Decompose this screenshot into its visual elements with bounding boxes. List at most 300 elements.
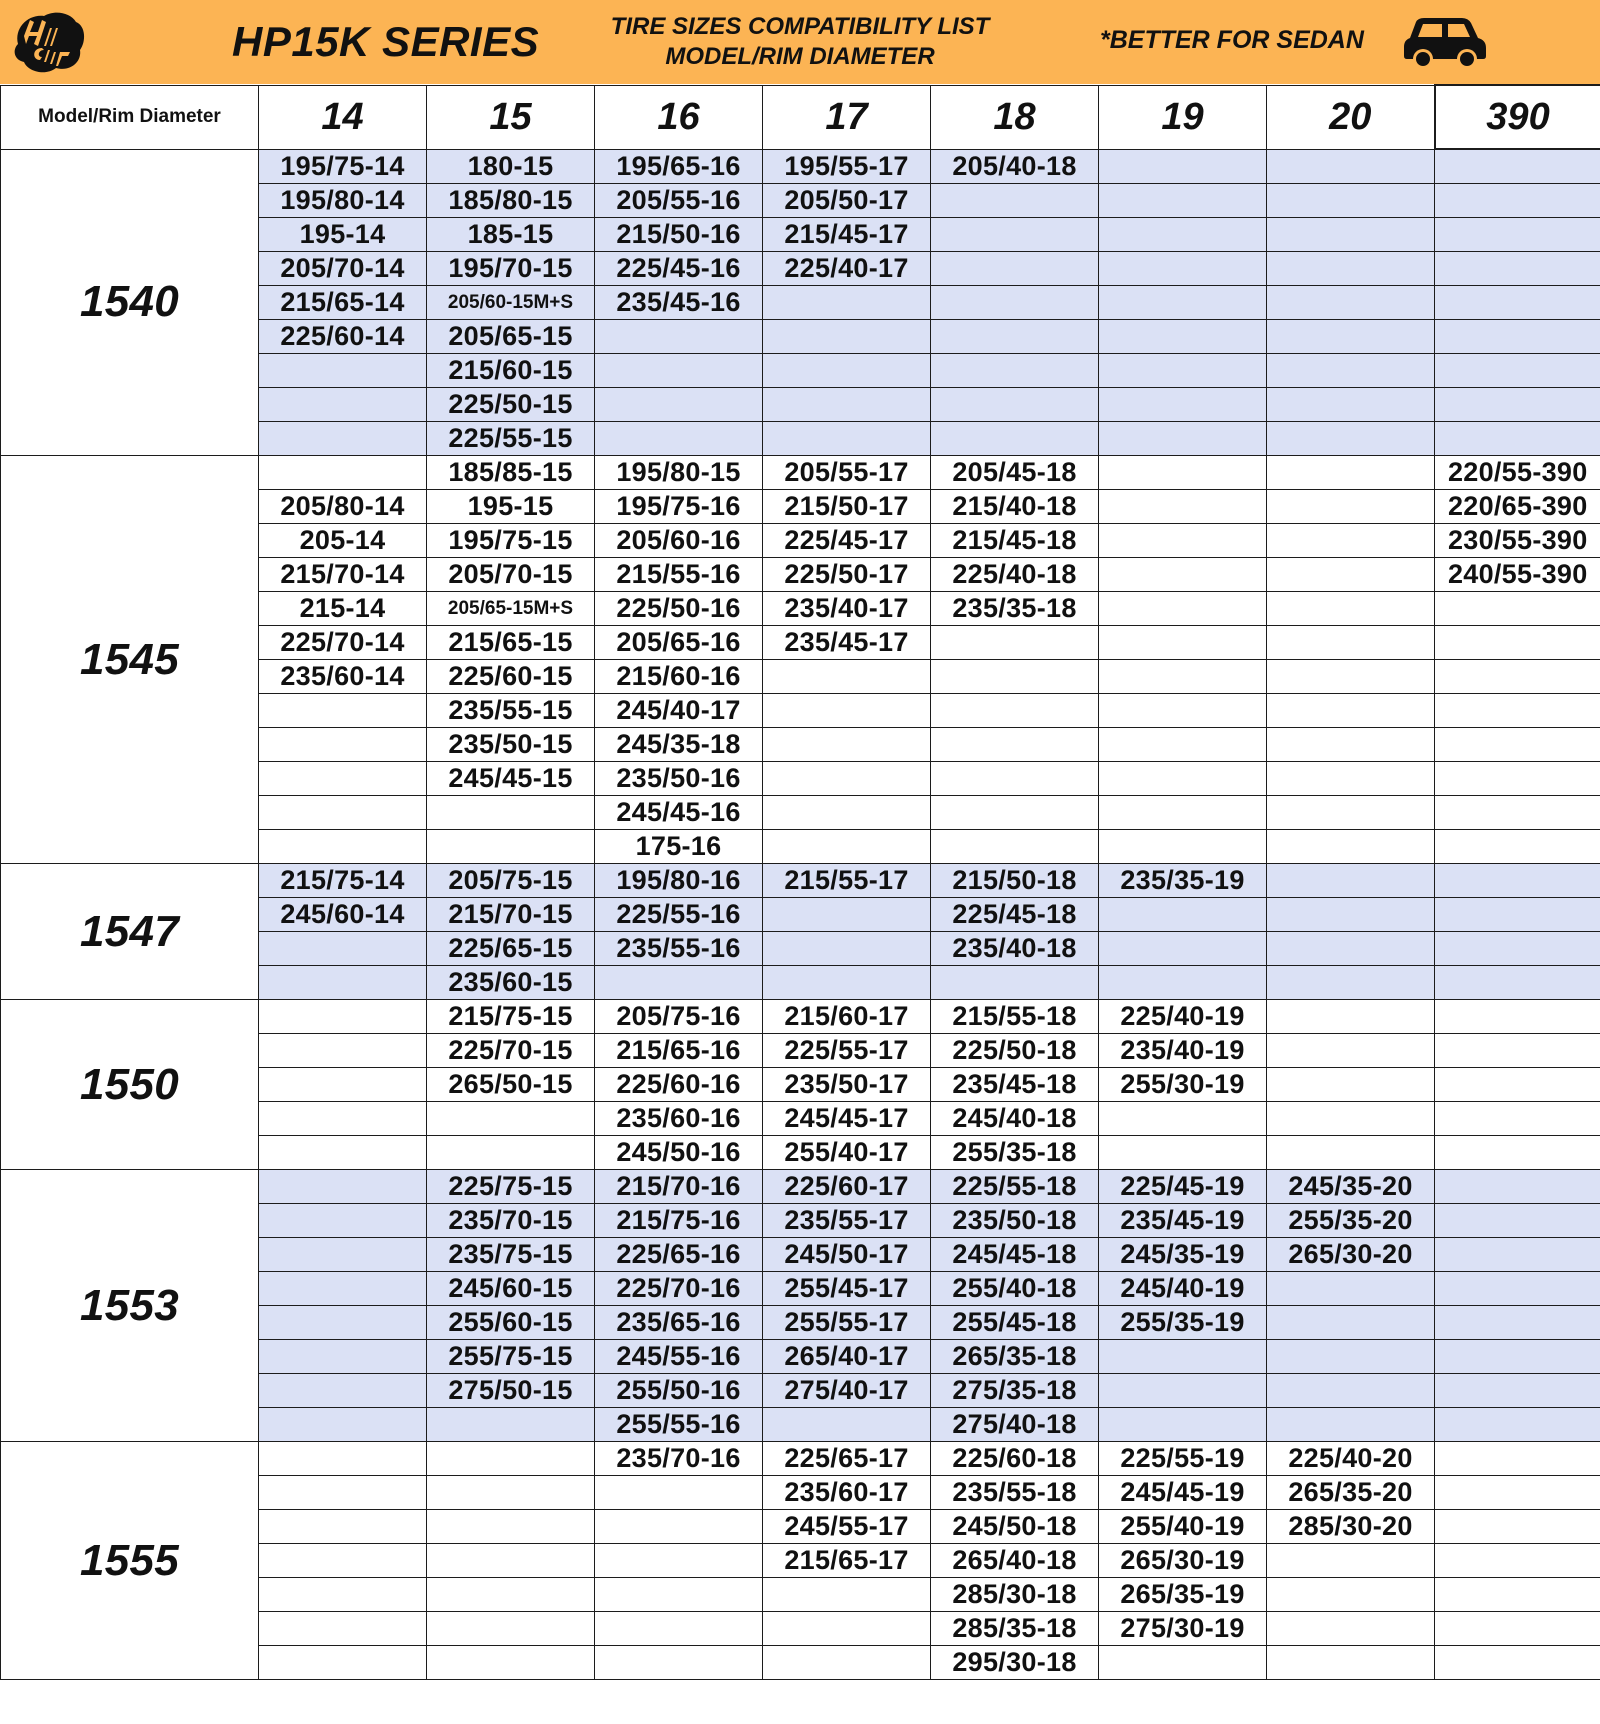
- tire-size-cell: [259, 1068, 427, 1102]
- tire-size-cell: [763, 286, 931, 320]
- tire-size-cell: [595, 1646, 763, 1680]
- tire-size-cell: 235/45-19: [1099, 1204, 1267, 1238]
- tire-size-cell: [1267, 1306, 1435, 1340]
- tire-size-cell: 185/85-15: [427, 456, 595, 490]
- tire-size-cell: [259, 762, 427, 796]
- tire-size-cell: 275/40-17: [763, 1374, 931, 1408]
- table-row: [1, 1000, 1600, 1034]
- tire-size-cell: [1099, 524, 1267, 558]
- tire-size-cell: [1435, 694, 1600, 728]
- tire-size-cell: 185-15: [427, 218, 595, 252]
- tire-size-cell: 245/45-18: [931, 1238, 1099, 1272]
- tire-size-cell: [427, 1442, 595, 1476]
- tire-size-cell: [427, 1510, 595, 1544]
- tire-size-cell: [763, 354, 931, 388]
- tire-size-cell: 175-16: [595, 830, 763, 864]
- tire-size-cell: [259, 1510, 427, 1544]
- tire-size-cell: [1099, 932, 1267, 966]
- tire-size-cell: [1435, 1340, 1600, 1374]
- tire-size-cell: [1267, 388, 1435, 422]
- tire-size-cell: [259, 1612, 427, 1646]
- tire-size-cell: 215/60-16: [595, 660, 763, 694]
- tire-size-cell: [763, 422, 931, 456]
- tire-size-cell: [1267, 490, 1435, 524]
- tire-size-cell: 245/50-18: [931, 1510, 1099, 1544]
- tire-size-cell: 215/45-18: [931, 524, 1099, 558]
- tire-size-cell: 195/75-14: [259, 149, 427, 184]
- car-icon: [1402, 14, 1488, 70]
- series-title: HP15K SERIES: [232, 18, 540, 65]
- tire-size-cell: [259, 1000, 427, 1034]
- tire-size-cell: 185/80-15: [427, 184, 595, 218]
- tire-size-cell: 245/40-19: [1099, 1272, 1267, 1306]
- tire-size-cell: 225/45-18: [931, 898, 1099, 932]
- tire-size-cell: [427, 1476, 595, 1510]
- tire-size-cell: 215/40-18: [931, 490, 1099, 524]
- tire-size-cell: [763, 660, 931, 694]
- tire-size-cell: [1099, 966, 1267, 1000]
- tire-size-cell: [1267, 1272, 1435, 1306]
- tire-size-cell: [595, 320, 763, 354]
- tire-size-cell: [1435, 1408, 1600, 1442]
- tire-size-cell: [1267, 558, 1435, 592]
- tire-size-cell: [259, 354, 427, 388]
- tire-size-cell: [1267, 286, 1435, 320]
- tire-size-cell: 205/65-15M+S: [427, 592, 595, 626]
- tire-size-cell: 215/65-15: [427, 626, 595, 660]
- tire-size-cell: [427, 1544, 595, 1578]
- tire-size-cell: 225/50-18: [931, 1034, 1099, 1068]
- tire-size-cell: [259, 1204, 427, 1238]
- tire-size-cell: 255/30-19: [1099, 1068, 1267, 1102]
- tire-size-cell: 235/45-17: [763, 626, 931, 660]
- tire-size-cell: [427, 796, 595, 830]
- column-header-14: 14: [259, 85, 427, 149]
- tire-size-cell: [931, 422, 1099, 456]
- tire-size-cell: 245/35-19: [1099, 1238, 1267, 1272]
- tire-size-cell: 205/45-18: [931, 456, 1099, 490]
- tire-size-cell: [259, 1476, 427, 1510]
- tire-size-cell: 275/35-18: [931, 1374, 1099, 1408]
- tire-size-cell: 285/35-18: [931, 1612, 1099, 1646]
- tire-size-cell: 220/55-390: [1435, 456, 1600, 490]
- tire-size-cell: [1099, 694, 1267, 728]
- tire-size-cell: 215/55-18: [931, 1000, 1099, 1034]
- tire-size-cell: [931, 966, 1099, 1000]
- tire-size-cell: [259, 932, 427, 966]
- tire-size-cell: 255/40-18: [931, 1272, 1099, 1306]
- table-body: [1, 149, 1600, 1680]
- tire-size-cell: 255/75-15: [427, 1340, 595, 1374]
- tire-size-cell: [259, 694, 427, 728]
- tire-size-cell: 225/55-19: [1099, 1442, 1267, 1476]
- tire-size-cell: 205/70-14: [259, 252, 427, 286]
- tire-size-cell: 285/30-20: [1267, 1510, 1435, 1544]
- tire-size-cell: [259, 1272, 427, 1306]
- tire-size-cell: [1435, 1510, 1600, 1544]
- tire-size-cell: [763, 1612, 931, 1646]
- tire-size-cell: [259, 388, 427, 422]
- tire-size-cell: 235/40-18: [931, 932, 1099, 966]
- tire-size-cell: [1267, 626, 1435, 660]
- tire-size-cell: [1435, 1374, 1600, 1408]
- tire-size-cell: 225/45-17: [763, 524, 931, 558]
- subtitle-line-2: MODEL/RIM DIAMETER: [665, 43, 935, 70]
- tire-size-cell: [1099, 354, 1267, 388]
- tire-size-cell: 215/65-14: [259, 286, 427, 320]
- tire-size-cell: [763, 1408, 931, 1442]
- tire-size-cell: [1099, 762, 1267, 796]
- tire-size-cell: 215/75-14: [259, 864, 427, 898]
- tire-size-cell: 225/55-16: [595, 898, 763, 932]
- tire-size-cell: [1267, 184, 1435, 218]
- model-label-1550: 1550: [1, 1000, 259, 1170]
- table-row: [1, 456, 1600, 490]
- tire-size-cell: 225/65-15: [427, 932, 595, 966]
- tire-size-cell: [259, 796, 427, 830]
- tire-size-cell: 235/55-17: [763, 1204, 931, 1238]
- tire-size-cell: 195/80-15: [595, 456, 763, 490]
- tire-size-cell: 255/35-19: [1099, 1306, 1267, 1340]
- tire-size-cell: 205/75-15: [427, 864, 595, 898]
- tire-size-cell: [1099, 558, 1267, 592]
- tire-size-cell: [1435, 1068, 1600, 1102]
- tire-size-cell: [1435, 932, 1600, 966]
- tire-size-cell: 255/60-15: [427, 1306, 595, 1340]
- tire-size-cell: [427, 1612, 595, 1646]
- tire-size-cell: 205/80-14: [259, 490, 427, 524]
- corner-label: Model/Rim Diameter: [1, 85, 259, 149]
- tire-size-cell: [1099, 898, 1267, 932]
- tire-size-cell: [1099, 184, 1267, 218]
- tire-size-cell: 195/75-15: [427, 524, 595, 558]
- table-row: [1, 864, 1600, 898]
- tire-size-cell: [1435, 1646, 1600, 1680]
- tire-size-cell: 215/65-16: [595, 1034, 763, 1068]
- tire-size-cell: [1267, 149, 1435, 184]
- tire-size-cell: [1099, 728, 1267, 762]
- tire-size-cell: [931, 660, 1099, 694]
- tire-size-cell: 235/50-18: [931, 1204, 1099, 1238]
- tire-size-cell: [763, 1578, 931, 1612]
- tire-size-cell: 225/70-16: [595, 1272, 763, 1306]
- tire-size-cell: 265/30-20: [1267, 1238, 1435, 1272]
- tire-size-cell: [259, 966, 427, 1000]
- tire-size-cell: 255/35-20: [1267, 1204, 1435, 1238]
- tire-size-cell: 225/65-17: [763, 1442, 931, 1476]
- tire-size-cell: 235/70-15: [427, 1204, 595, 1238]
- tire-size-cell: 225/40-20: [1267, 1442, 1435, 1476]
- tire-size-cell: 255/40-19: [1099, 1510, 1267, 1544]
- tire-size-cell: 195/75-16: [595, 490, 763, 524]
- tire-size-cell: [427, 1408, 595, 1442]
- tire-size-cell: 235/50-15: [427, 728, 595, 762]
- tire-size-cell: 235/60-14: [259, 660, 427, 694]
- tire-size-cell: 205/75-16: [595, 1000, 763, 1034]
- model-label-1540: 1540: [1, 149, 259, 456]
- tire-size-cell: [931, 286, 1099, 320]
- tire-size-cell: 205/60-16: [595, 524, 763, 558]
- tire-size-cell: 205/40-18: [931, 149, 1099, 184]
- tire-size-cell: [931, 252, 1099, 286]
- tire-size-cell: [595, 354, 763, 388]
- tire-size-cell: 195/70-15: [427, 252, 595, 286]
- tire-size-cell: [1099, 1136, 1267, 1170]
- tire-size-cell: 235/55-16: [595, 932, 763, 966]
- tire-size-cell: [1435, 1034, 1600, 1068]
- tire-size-cell: [1435, 592, 1600, 626]
- tire-size-cell: [259, 1034, 427, 1068]
- tire-size-cell: 205/65-15: [427, 320, 595, 354]
- tire-size-cell: [931, 694, 1099, 728]
- tire-size-cell: 225/60-18: [931, 1442, 1099, 1476]
- tire-size-cell: 265/35-20: [1267, 1476, 1435, 1510]
- tire-size-cell: [595, 1612, 763, 1646]
- tire-size-cell: [259, 422, 427, 456]
- tire-size-cell: 225/40-18: [931, 558, 1099, 592]
- tire-size-cell: 235/60-16: [595, 1102, 763, 1136]
- tire-size-cell: [1099, 660, 1267, 694]
- tire-size-cell: [1267, 252, 1435, 286]
- tire-size-cell: [1099, 830, 1267, 864]
- tire-size-cell: 225/50-16: [595, 592, 763, 626]
- tire-size-cell: [1435, 1442, 1600, 1476]
- tire-size-cell: [1099, 149, 1267, 184]
- tire-size-cell: 205/55-17: [763, 456, 931, 490]
- model-label-1545: 1545: [1, 456, 259, 864]
- tire-size-cell: [1267, 864, 1435, 898]
- tire-size-cell: 245/60-15: [427, 1272, 595, 1306]
- tire-size-cell: 245/55-16: [595, 1340, 763, 1374]
- tire-size-cell: 245/35-18: [595, 728, 763, 762]
- tire-size-cell: 225/55-17: [763, 1034, 931, 1068]
- tire-size-cell: 225/75-15: [427, 1170, 595, 1204]
- tire-size-cell: [1267, 1374, 1435, 1408]
- tire-size-cell: [1099, 1102, 1267, 1136]
- tire-size-cell: 220/65-390: [1435, 490, 1600, 524]
- tire-size-cell: [1435, 1000, 1600, 1034]
- tire-size-cell: 240/55-390: [1435, 558, 1600, 592]
- tire-size-cell: [931, 320, 1099, 354]
- tire-size-cell: [1099, 796, 1267, 830]
- tire-size-cell: 235/75-15: [427, 1238, 595, 1272]
- tire-size-cell: [1435, 830, 1600, 864]
- tire-size-cell: [1435, 1578, 1600, 1612]
- header-row: [1, 85, 1600, 149]
- tire-size-cell: [763, 762, 931, 796]
- tire-size-cell: 195/55-17: [763, 149, 931, 184]
- tire-size-cell: 245/55-17: [763, 1510, 931, 1544]
- tire-size-cell: [427, 1102, 595, 1136]
- tire-size-cell: [259, 1544, 427, 1578]
- tire-size-cell: [1267, 728, 1435, 762]
- tire-size-cell: [259, 1340, 427, 1374]
- tire-size-cell: [1435, 796, 1600, 830]
- column-header-19: 19: [1099, 85, 1267, 149]
- sedan-note: *BETTER FOR SEDAN: [1100, 26, 1364, 54]
- tire-size-cell: 225/70-14: [259, 626, 427, 660]
- tire-size-cell: 225/50-15: [427, 388, 595, 422]
- tire-size-cell: 235/60-15: [427, 966, 595, 1000]
- tire-size-cell: [1267, 1000, 1435, 1034]
- list-subtitle: [598, 12, 1002, 72]
- tire-size-cell: 245/40-18: [931, 1102, 1099, 1136]
- tire-size-cell: 225/60-14: [259, 320, 427, 354]
- compatibility-table: [0, 84, 1600, 1680]
- tire-size-cell: [763, 388, 931, 422]
- tire-size-cell: 255/55-17: [763, 1306, 931, 1340]
- tire-size-cell: [427, 830, 595, 864]
- tire-size-cell: [1267, 354, 1435, 388]
- tire-size-cell: [1435, 728, 1600, 762]
- tire-size-cell: [1435, 149, 1600, 184]
- tire-size-cell: [1099, 218, 1267, 252]
- tire-size-cell: [259, 1442, 427, 1476]
- tire-size-cell: 195/65-16: [595, 149, 763, 184]
- subtitle-line-1: TIRE SIZES COMPATIBILITY LIST: [610, 13, 990, 40]
- tire-size-cell: [1435, 1102, 1600, 1136]
- tire-size-cell: 275/40-18: [931, 1408, 1099, 1442]
- tire-size-cell: [595, 966, 763, 1000]
- tire-size-cell: 195-14: [259, 218, 427, 252]
- tire-size-cell: [1099, 1646, 1267, 1680]
- tire-size-cell: [259, 1646, 427, 1680]
- tire-size-cell: 275/50-15: [427, 1374, 595, 1408]
- tire-size-cell: 215/50-16: [595, 218, 763, 252]
- tire-size-cell: [931, 796, 1099, 830]
- tire-size-cell: [1435, 1306, 1600, 1340]
- tire-size-cell: 235/40-17: [763, 592, 931, 626]
- tire-size-cell: 285/30-18: [931, 1578, 1099, 1612]
- tire-size-cell: [763, 694, 931, 728]
- tire-size-cell: [1435, 1612, 1600, 1646]
- tire-size-cell: 215/65-17: [763, 1544, 931, 1578]
- tire-size-cell: [1099, 456, 1267, 490]
- tire-size-cell: 275/30-19: [1099, 1612, 1267, 1646]
- column-header-390: 390: [1435, 85, 1600, 149]
- tire-size-cell: [259, 1408, 427, 1442]
- tire-size-cell: [595, 1544, 763, 1578]
- tire-size-cell: [1435, 184, 1600, 218]
- table-row: [1, 1442, 1600, 1476]
- tire-size-cell: 265/40-18: [931, 1544, 1099, 1578]
- tire-size-cell: 295/30-18: [931, 1646, 1099, 1680]
- tire-size-cell: 265/35-19: [1099, 1578, 1267, 1612]
- tire-size-cell: [763, 932, 931, 966]
- tire-size-cell: [1267, 1102, 1435, 1136]
- tire-size-cell: [763, 728, 931, 762]
- tire-size-cell: [1435, 1544, 1600, 1578]
- tire-size-cell: 215/45-17: [763, 218, 931, 252]
- model-label-1547: 1547: [1, 864, 259, 1000]
- tire-size-cell: [427, 1578, 595, 1612]
- tire-size-cell: [259, 1102, 427, 1136]
- tire-size-cell: [259, 1238, 427, 1272]
- tire-size-cell: [931, 354, 1099, 388]
- tire-size-cell: [1267, 694, 1435, 728]
- tire-size-cell: [931, 388, 1099, 422]
- tire-size-cell: [1267, 456, 1435, 490]
- tire-size-cell: [1435, 626, 1600, 660]
- tire-size-cell: 205-14: [259, 524, 427, 558]
- tire-size-cell: [1435, 218, 1600, 252]
- tire-size-cell: 235/45-18: [931, 1068, 1099, 1102]
- tire-size-cell: [595, 1578, 763, 1612]
- tire-size-cell: [595, 388, 763, 422]
- model-label-1553: 1553: [1, 1170, 259, 1442]
- tire-size-cell: [1435, 898, 1600, 932]
- tire-size-cell: 235/65-16: [595, 1306, 763, 1340]
- tire-size-cell: 255/55-16: [595, 1408, 763, 1442]
- tire-size-cell: [1099, 490, 1267, 524]
- tire-size-cell: 225/60-17: [763, 1170, 931, 1204]
- tire-size-cell: [1267, 1544, 1435, 1578]
- tire-size-cell: [259, 1136, 427, 1170]
- tire-size-cell: [1435, 1170, 1600, 1204]
- tire-size-cell: 205/70-15: [427, 558, 595, 592]
- tire-size-cell: 225/55-18: [931, 1170, 1099, 1204]
- column-header-17: 17: [763, 85, 931, 149]
- tire-size-cell: 215/70-15: [427, 898, 595, 932]
- tire-size-cell: 225/60-15: [427, 660, 595, 694]
- hill-clymb-logo: [10, 6, 88, 78]
- tire-size-cell: [1267, 592, 1435, 626]
- tire-size-cell: [1099, 286, 1267, 320]
- tire-size-cell: [1267, 966, 1435, 1000]
- tire-size-cell: 255/50-16: [595, 1374, 763, 1408]
- tire-size-cell: [1435, 966, 1600, 1000]
- tire-size-cell: [1435, 422, 1600, 456]
- tire-size-cell: [259, 1374, 427, 1408]
- tire-size-cell: [1267, 1578, 1435, 1612]
- tire-size-cell: [1099, 1408, 1267, 1442]
- tire-size-cell: 225/50-17: [763, 558, 931, 592]
- tire-size-cell: 215/60-15: [427, 354, 595, 388]
- tire-size-cell: [1099, 1374, 1267, 1408]
- tire-size-cell: [1267, 1136, 1435, 1170]
- tire-size-cell: 235/60-17: [763, 1476, 931, 1510]
- tire-size-cell: 225/45-16: [595, 252, 763, 286]
- tire-size-cell: 265/30-19: [1099, 1544, 1267, 1578]
- tire-size-cell: 205/60-15M+S: [427, 286, 595, 320]
- tire-size-cell: [931, 626, 1099, 660]
- tire-size-cell: [259, 1578, 427, 1612]
- tire-size-cell: 215/70-16: [595, 1170, 763, 1204]
- tire-size-cell: [259, 728, 427, 762]
- tire-size-cell: [1435, 1272, 1600, 1306]
- tire-size-cell: 215/55-16: [595, 558, 763, 592]
- tire-size-cell: 265/40-17: [763, 1340, 931, 1374]
- tire-size-cell: [763, 796, 931, 830]
- tire-size-cell: 205/55-16: [595, 184, 763, 218]
- tire-size-cell: [1267, 898, 1435, 932]
- tire-size-cell: 225/40-17: [763, 252, 931, 286]
- tire-size-cell: 255/45-17: [763, 1272, 931, 1306]
- tire-size-cell: 245/50-16: [595, 1136, 763, 1170]
- tire-size-cell: [1267, 1068, 1435, 1102]
- tire-size-cell: 215/60-17: [763, 1000, 931, 1034]
- tire-size-cell: [1267, 422, 1435, 456]
- tire-size-cell: 245/40-17: [595, 694, 763, 728]
- column-header-15: 15: [427, 85, 595, 149]
- tire-size-cell: [1267, 830, 1435, 864]
- tire-size-cell: 215/75-15: [427, 1000, 595, 1034]
- tire-size-cell: 225/45-19: [1099, 1170, 1267, 1204]
- tire-size-cell: 245/35-20: [1267, 1170, 1435, 1204]
- tire-size-cell: 215-14: [259, 592, 427, 626]
- tire-size-cell: [259, 456, 427, 490]
- tire-size-cell: 235/45-16: [595, 286, 763, 320]
